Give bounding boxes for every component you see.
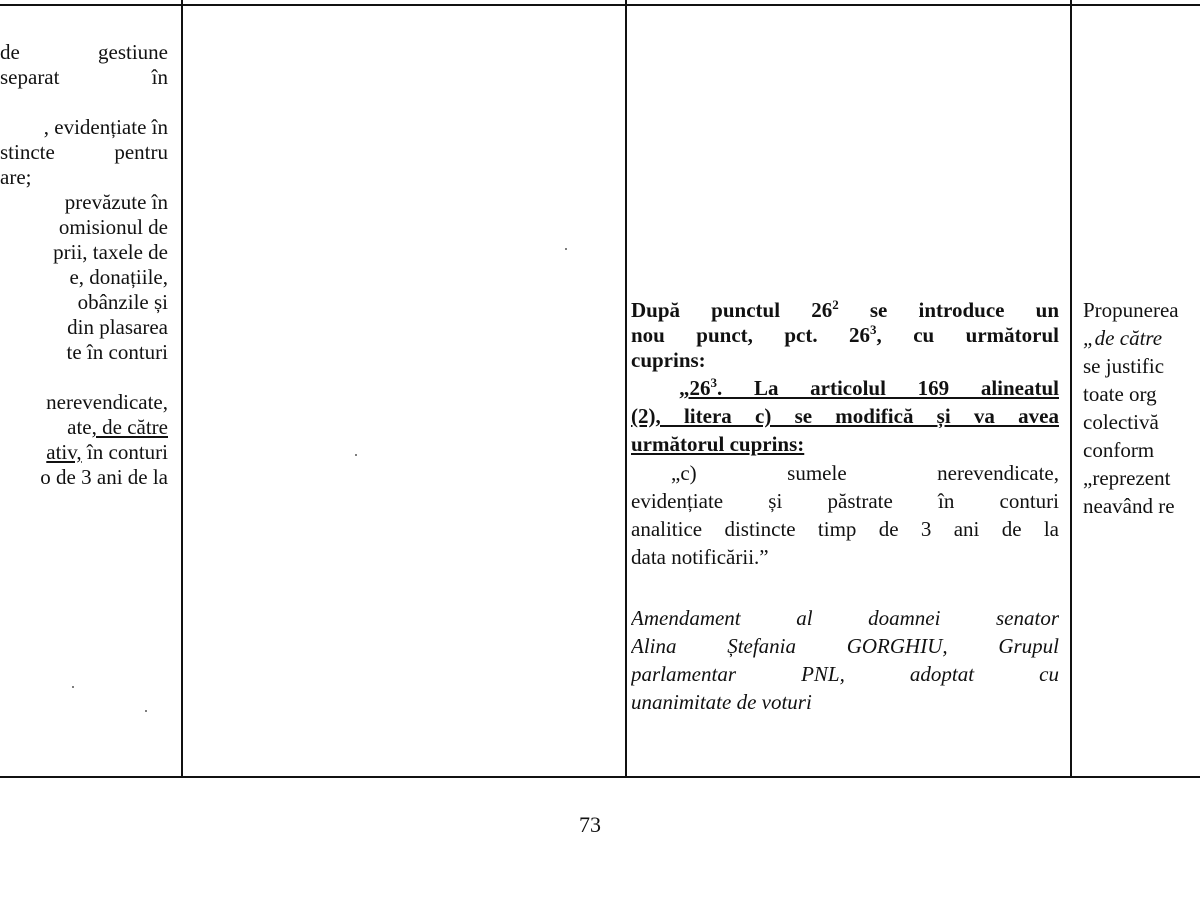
col4-line: neavând re — [1083, 494, 1175, 518]
heading-line-2: (2), litera c) se modifică și va avea — [631, 404, 1059, 428]
heading-text: următorul cuprins: — [631, 432, 805, 456]
scan-speck — [355, 454, 357, 456]
column-1-text — [0, 40, 168, 490]
col4-line: toate org — [1083, 382, 1157, 406]
amended-line-1: „c) sumele nerevendicate, — [671, 461, 1059, 485]
column-divider-1 — [181, 0, 183, 778]
amendment-note — [631, 606, 1059, 715]
intro-text: , cu următorul — [876, 323, 1059, 347]
col4-line: se justific — [1083, 354, 1165, 378]
heading-text: . La articolul 169 alineatul — [717, 376, 1059, 400]
amended-line-2: evidențiate și păstrate în conturi — [631, 489, 1059, 513]
col1-blank-line — [0, 90, 168, 115]
heading-line-3 — [631, 432, 1059, 457]
col1-underlined-fragment: , de către — [91, 415, 168, 439]
col4-line: conform — [1083, 438, 1155, 462]
col1-line: separat în — [0, 65, 168, 89]
column-divider-3 — [1070, 0, 1072, 778]
scan-speck — [565, 248, 567, 250]
col1-line: o de 3 ani de la — [40, 465, 168, 489]
heading-line-1 — [631, 376, 1059, 401]
col1-line: omisionul de — [58, 215, 168, 239]
table-top-border — [0, 4, 1200, 6]
col4-line: „reprezent — [1083, 466, 1171, 490]
intro-superscript: 3 — [870, 322, 877, 337]
col4-line: „de către — [1083, 326, 1163, 350]
col1-line: te în conturi — [66, 340, 168, 364]
col1-line: nerevendicate, — [46, 390, 168, 414]
col1-line: de gestiune — [0, 40, 168, 64]
amended-text — [631, 461, 1059, 570]
scan-speck — [145, 710, 147, 712]
amendment-line-3: parlamentar PNL, adoptat cu — [631, 662, 1059, 686]
column-4-text — [1083, 298, 1200, 519]
col1-blank-line — [0, 365, 168, 390]
intro-paragraph — [631, 298, 1059, 373]
intro-line-1 — [631, 298, 1059, 323]
scan-speck — [72, 686, 74, 688]
col1-text-fragment: ate — [67, 415, 92, 439]
amended-heading — [631, 376, 1059, 457]
col1-underlined-fragment: ativ, — [46, 440, 82, 464]
intro-line-3: cuprins: — [631, 348, 706, 372]
amended-line-4: data notificării.” — [631, 545, 769, 569]
amended-line-3: analitice distincte timp de 3 ani de la — [631, 517, 1059, 541]
col1-line: din plasarea — [67, 315, 168, 339]
amendment-line-2: Alina Ștefania GORGHIU, Grupul — [631, 634, 1059, 658]
col1-line: are; — [0, 165, 32, 189]
intro-text: După punctul 26 — [631, 298, 833, 322]
table-bottom-border — [0, 776, 1200, 778]
col4-line: Propunerea — [1083, 298, 1179, 322]
amendment-line-1: Amendament al doamnei senator — [631, 606, 1059, 630]
col1-line: obânzile și — [77, 290, 168, 314]
col1-line: prii, taxele de — [53, 240, 168, 264]
intro-line-2 — [631, 323, 1059, 348]
column-divider-2 — [625, 0, 627, 778]
col1-line — [0, 440, 168, 465]
heading-superscript: 3 — [710, 375, 717, 390]
amendment-line-4: unanimitate de voturi — [631, 690, 812, 714]
col1-line: stincte pentru — [0, 140, 168, 164]
heading-text: „26 — [679, 376, 711, 400]
col1-line: e, donațiile, — [69, 265, 168, 289]
col1-text-fragment: în conturi — [81, 440, 168, 464]
col4-line: colectivă — [1083, 410, 1159, 434]
column-3-text — [631, 298, 1059, 715]
intro-text: nou punct, pct. 26 — [631, 323, 871, 347]
col1-line: , evidențiate în — [43, 115, 168, 139]
intro-text: se introduce un — [838, 298, 1059, 322]
page-number: 73 — [579, 812, 601, 837]
col1-line — [0, 415, 168, 440]
intro-superscript: 2 — [832, 298, 839, 312]
col1-line: prevăzute în — [64, 190, 168, 214]
